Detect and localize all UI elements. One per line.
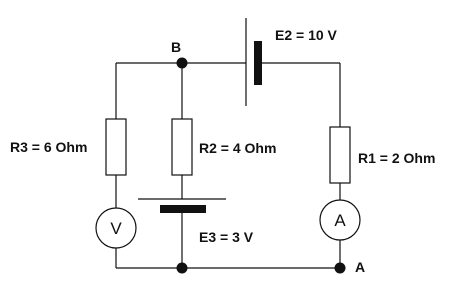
node-b-label: B [170, 39, 182, 55]
resistor-r3 [106, 119, 126, 175]
e2-label: E2 = 10 V [275, 27, 337, 43]
ammeter-label: A [334, 211, 346, 230]
node-b-dot [177, 58, 188, 69]
node-a-dot [335, 263, 346, 274]
voltmeter-label: V [110, 219, 122, 238]
ammeter [320, 200, 360, 240]
resistor-r2 [172, 119, 192, 175]
e3-label: E3 = 3 V [199, 229, 254, 245]
battery-e3 [138, 199, 226, 213]
node-a-label: A [355, 259, 366, 275]
resistor-r1 [330, 127, 350, 183]
battery-e2 [246, 18, 262, 106]
r1-label: R1 = 2 Ohm [358, 150, 436, 166]
voltmeter [96, 208, 136, 248]
r3-label: R3 = 6 Ohm [10, 139, 88, 155]
r2-label: R2 = 4 Ohm [199, 140, 277, 156]
node-bottom-middle-dot [177, 263, 188, 274]
